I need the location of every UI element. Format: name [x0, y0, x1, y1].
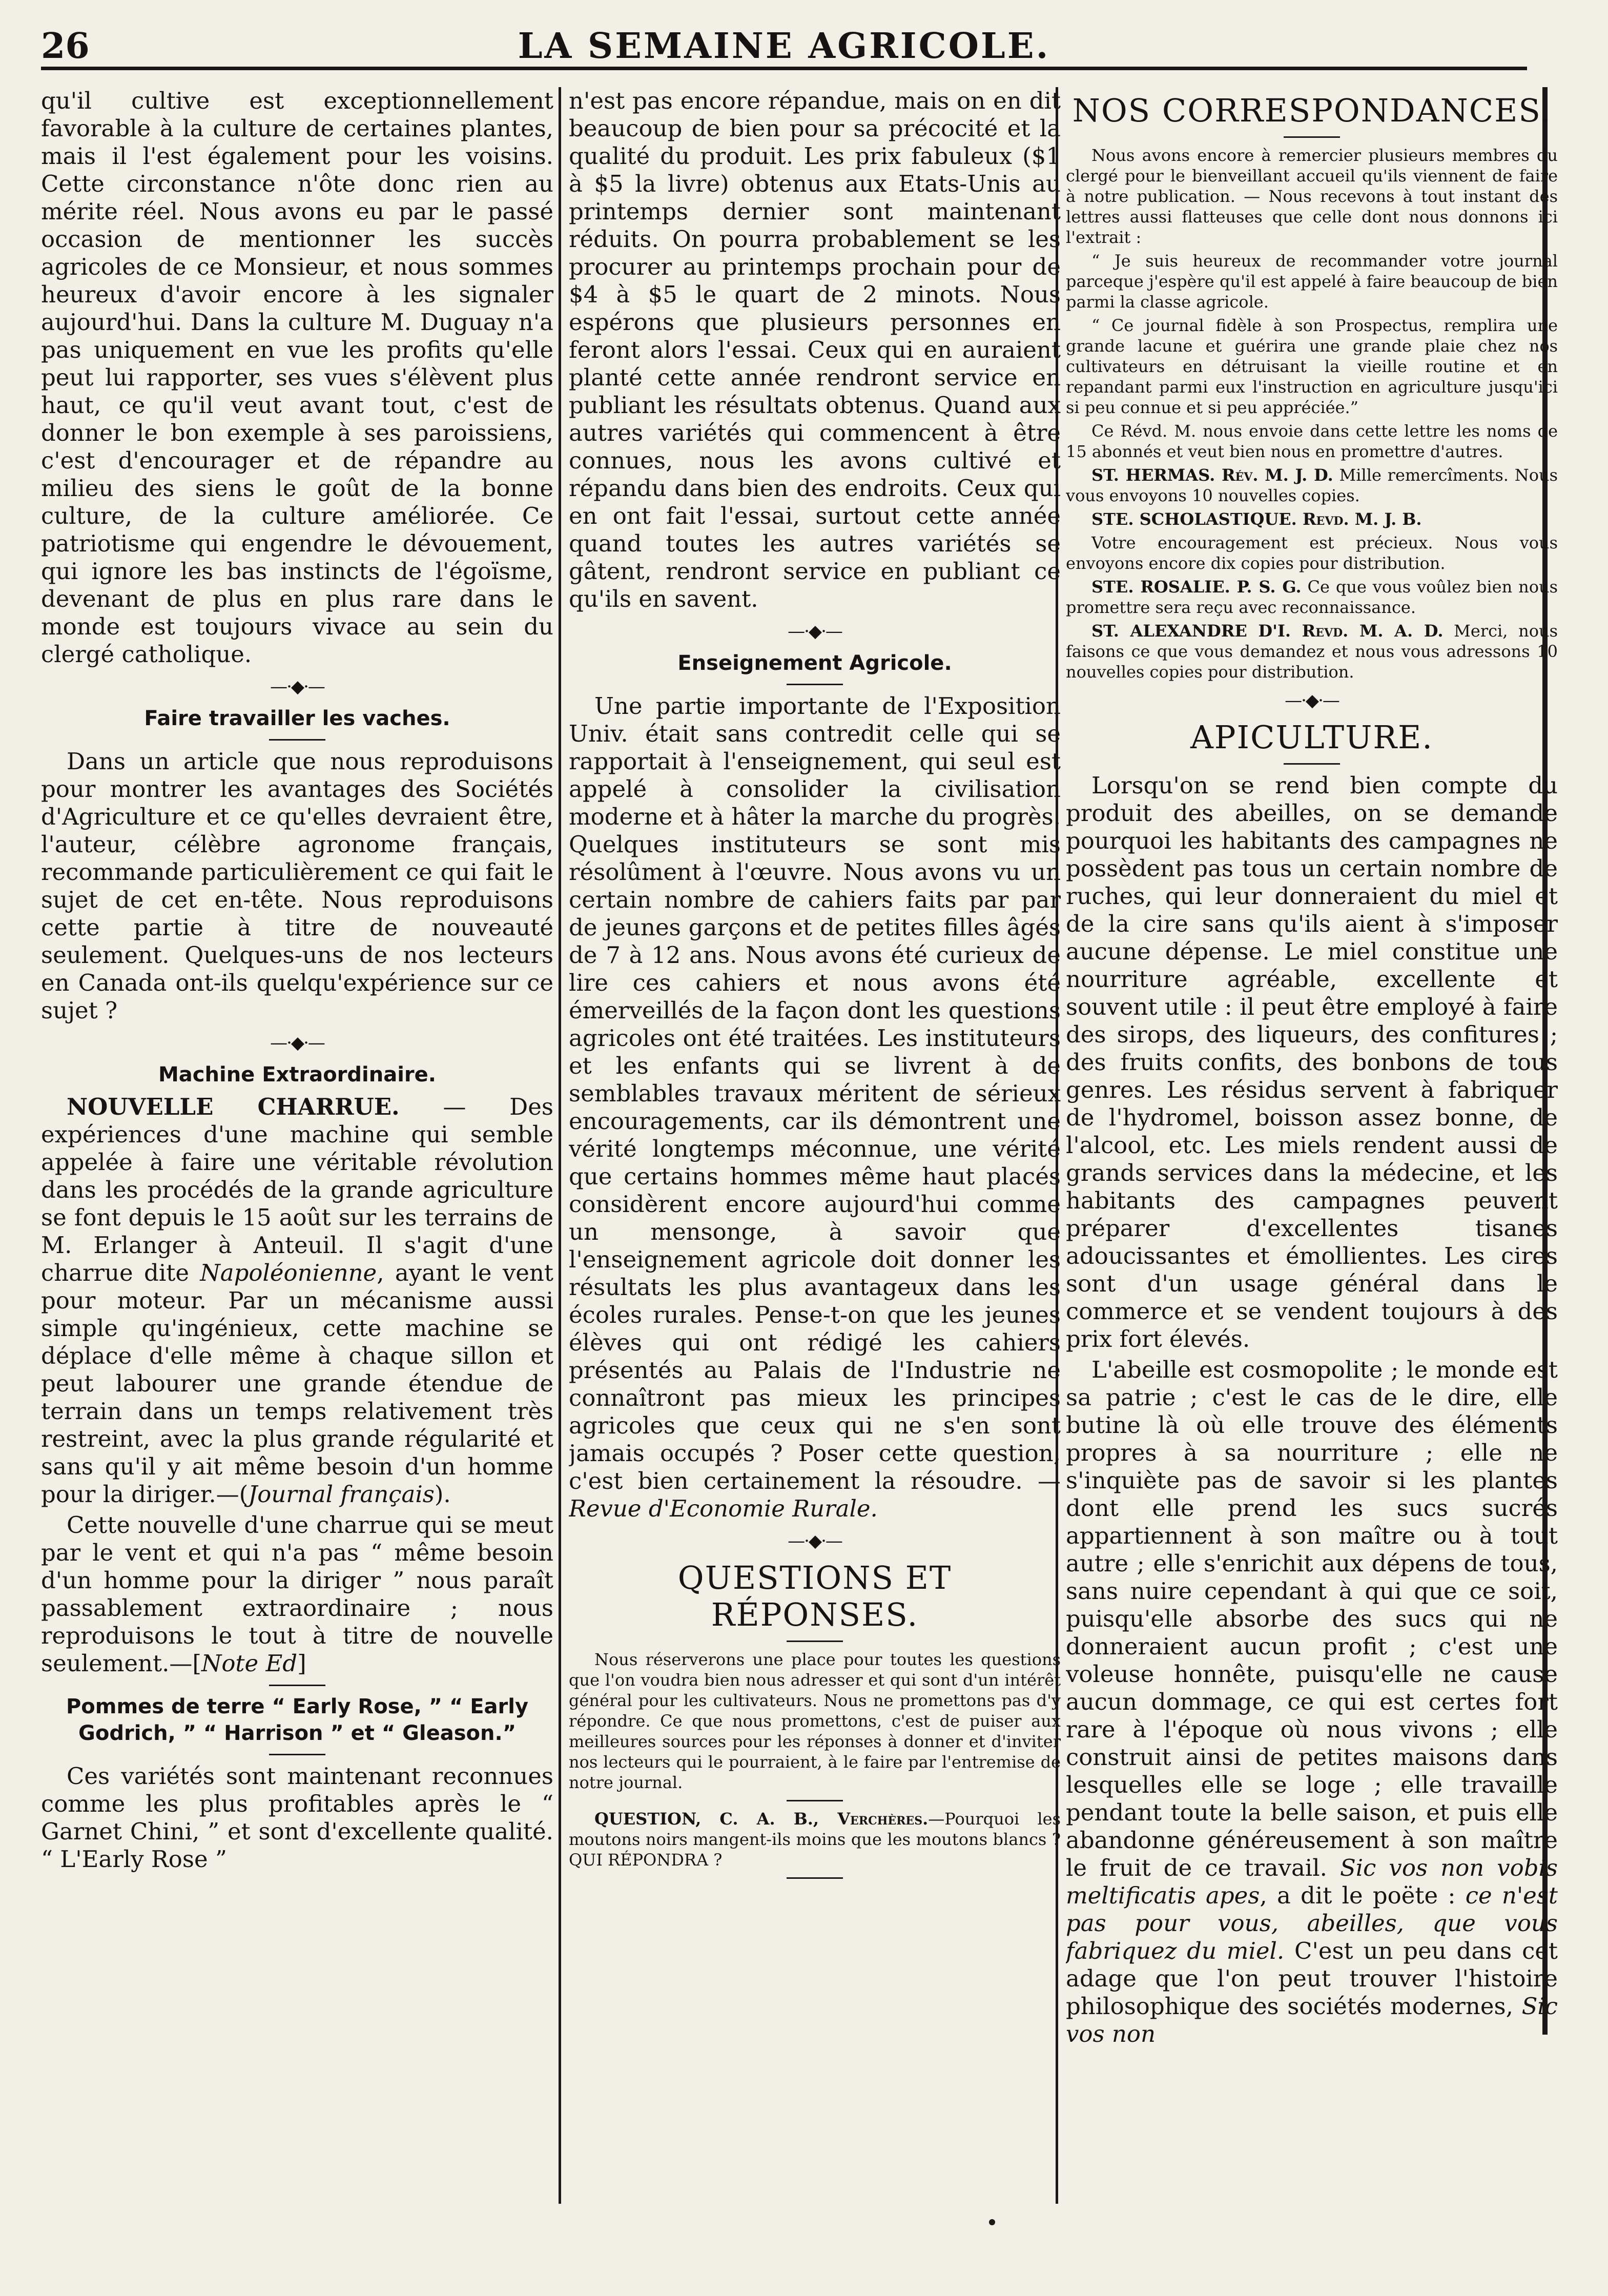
article-duguay-end: qu'il cultive est exceptionnellement favorable à la culture de certaines plantes, mais il l'est également pour les voisins. Cette circonstance n'ôte donc rien au mérite réel. Nous avons eu par le passé occasion de mentionner les succès agricoles de ce Monsieur, et nous sommes heureux d'avoir encore à les signaler aujourd'hui. Dans la culture M. Duguay n'a pas uniquement en vue les profits qu'elle peut lui rapporter, ses vues s'élèvent plus haut, ce qu'il veut avant tout, c'est de donner le bon exemple à ses paroissiens, c'est d'encourager et de répandre au milieu des siens le goût de la bonne culture, de la culture améliorée. Ce patriotisme qui engendre le dévouement, qui ignore les bas instincts de l'égoïsme, devenant de plus en plus rare dans le monde est toujours vivace au sein du clergé catholique. — [41, 87, 553, 668]
charrue-italic: Note Ed — [201, 1650, 298, 1677]
separator: —·◆·— — [788, 1531, 842, 1551]
reply-lead: ST. ALEXANDRE D'I. Revd. M. A. D. — [1091, 621, 1444, 641]
machine-text-b: , ayant le vent pour moteur. Par un mécanisme aussi simple qu'ingénieux, cette machine se déplace d'elle même à chaque sillon et peut labourer une grande étendue de terrain dans un temps relativement très restreint, avec la plus grande régularité et sans qu'il y ait même besoin d'un homme pour la diriger.—( — [41, 1259, 553, 1508]
reply-text: Mille remercîments. Nous vous envoyons 10 nouvelles copies. — [1066, 465, 1558, 505]
reply-text: Ce que vous voûlez bien nous promettre sera reçu avec reconnaissance. — [1066, 577, 1558, 617]
machine-italic-1: Napoléonienne — [200, 1259, 377, 1286]
machine-text-c: ). — [434, 1481, 451, 1508]
short-rule — [1284, 136, 1340, 138]
heading-pommes: Pommes de terre “ Early Rose, ” “ Early Godrich, ” “ Harrison ” et “ Gleason.” — [66, 1695, 529, 1745]
heading-questions: QUESTIONS ET RÉPONSES. — [677, 1559, 952, 1633]
column-rule-1 — [559, 87, 561, 2204]
reply-st-alexandre — [1066, 621, 1558, 682]
short-rule — [787, 684, 843, 685]
reply-ste-scholastique-text: Votre encouragement est précieux. Nous vous envoyons encore dix copies pour distribution. — [1066, 533, 1558, 573]
corr-quote-1: “ Je suis heureux de recommander votre journal parceque j'espère qu'il est appelé à faire beaucoup de bien parmi la classe agricole. — [1066, 251, 1558, 312]
api-italic-2: ce n'est pas pour vous, abeilles, que vous fabriquez du miel. — [1066, 1882, 1558, 1964]
enseignement-text: Une partie importante de l'Exposition Univ. était sans contredit celle qui se rapportait à l'enseignement, qui seul est appelé à consolider la civilisation moderne et à hâter la marche du progrès. Quelques instituteurs se sont mis résolûment à l'œuvre. Nous avons vu un certain nombre de cahiers faits par par de jeunes garçons et de petites filles âgés de 7 à 12 ans. Nous avons été curieux de lire ces cahiers et nous avons été émerveillés de la façon dont les questions agricoles ont été traitées. Les instituteurs et les enfants qui se livrent à de semblables travaux méritent de sérieux encouragements, car ils démontrent une vérité longtemps méconnue, une vérité que certains hommes même haut placés considèrent encore aujourd'hui comme un mensonge, à savoir que l'enseignement agricole doit donner les résultats les plus avantageux dans les écoles rurales. Pense-t-on que les jeunes élèves qui ont rédigé les cahiers présentés au Palais de l'Industrie ne connaîtront pas mieux les principes agricoles que ceux qui ne s'en sont jamais occupés ? Poser cette question, c'est bien certainement la résoudre. — — [569, 692, 1061, 1494]
short-rule — [269, 739, 325, 741]
machine-text-a: — Des expériences d'une machine qui semble appelée à faire une véritable révolution dans les procédés de la grande agriculture se font depuis le 15 août sur les terrains de M. Erlanger à Anteuil. Il s'agit d'une charrue dite — [41, 1093, 553, 1286]
heading-enseignement: Enseignement Agricole. — [677, 651, 952, 675]
reply-lead: STE. ROSALIE. P. S. G. — [1091, 577, 1302, 597]
column-3 — [1066, 87, 1558, 2204]
reply-text: Merci, nous faisons ce que vous demandez et nous vous adressons 10 nouvelles copies pour distribution. — [1066, 621, 1558, 682]
corr-quote-2: “ Ce journal fidèle à son Prospectus, remplira une grande lacune et guérira une grande plaie chez nos cultivateurs en détruisant la vieille routine et en repandant parmi eux l'instruction en agriculture jusqu'ici si peu connue et si peu appréciée.” — [1066, 316, 1558, 417]
charrue-text: Cette nouvelle d'une charrue qui se meut par le vent et qui n'a pas “ même besoin d'un homme pour la diriger ” nous paraît passablement extraordinaire ; nous reproduisons le tout à titre de nouvelle seulement.—[ — [41, 1511, 553, 1677]
column-1 — [41, 87, 553, 2204]
short-rule — [269, 1754, 325, 1755]
heading-vaches: Faire travailler les vaches. — [144, 707, 450, 730]
heading-correspondances: NOS CORRESPONDANCES. — [1072, 92, 1552, 129]
article-apiculture-1: Lorsqu'on se rend bien compte du produit des abeilles, on se demande pourquoi les habitants des campagnes ne possèdent pas tous un certain nombre de ruches, qui leur donneraient du miel et de la cire sans qu'ils aient à s'imposer aucune dépense. Le miel constitue une nourriture agréable, excellente et souvent utile : il peut être employé à faire des sirops, des liqueurs, des confitures ; des fruits confits, des bonbons de tous genres. Les résidus servent à fabriquer de l'hydromel, boisson assez bonne, de l'alcool, etc. Les miels rendent aussi de grands services dans la médecine, et les habitants des campagnes peuvent préparer d'excellentes tisanes adoucissantes et émollientes. Les cires sont d'un usage général dans le commerce et se vendent toujours à des prix fort élevés. — [1066, 772, 1558, 1352]
api-text-b: , a dit le poëte : — [1260, 1882, 1466, 1909]
api-text-c: C'est un peu dans cet adage que l'on peut trouver l'histoire philosophique des sociétés modernes, — [1066, 1937, 1558, 2020]
separator: —·◆·— — [270, 676, 324, 697]
separator: —·◆·— — [270, 1033, 324, 1053]
heading-machine: Machine Extraordinaire. — [158, 1063, 436, 1086]
corr-intro: Nous avons encore à remercier plusieurs membres du clergé pour le bienveillant accueil qu'ils viennent de faire à notre publication. — Nous recevons à tout instant des lettres aussi flatteuses que celle dont nous donnons ici l'extrait : — [1066, 146, 1558, 247]
question-lead: QUESTION, C. A. B., Verchères. — [594, 1809, 929, 1829]
page-number: 26 — [41, 26, 90, 67]
separator: —·◆·— — [788, 621, 842, 642]
masthead — [41, 20, 1527, 70]
separator: —·◆·— — [1285, 690, 1339, 711]
question-entry — [569, 1809, 1061, 1870]
charrue-end: ] — [297, 1650, 306, 1677]
api-italic-3: Sic vos non — [1066, 1993, 1558, 2047]
api-text-a: L'abeille est cosmopolite ; le monde est sa patrie ; c'est le cas de le dire, elle butine là où elle trouve des éléments propres à sa nourriture ; elle ne s'inquiète pas de savoir si les plantes dont elle prend les sucs sucrés appartiennent à son maître ou à tout autre ; elle s'enrichit aux dépens de tous, sans nuire cependant à qui que ce soit, puisqu'elle absorbe des sucs qui ne donneraient aucun profit ; c'est une voleuse honnête, puisqu'elle ne cause aucun dommage, ce qui est certes fort rare à l'époque où nous vivons ; elle construit ainsi de petites maisons dans lesquelles elle se loge ; elle travaille pendant toute la belle saison, et puis elle abandonne généreusement à son maître le fruit de ce travail. — [1066, 1356, 1558, 1881]
heading-apiculture: APICULTURE. — [1190, 719, 1434, 756]
short-rule — [787, 1877, 843, 1879]
reply-ste-scholastique — [1066, 509, 1558, 529]
journal-title: LA SEMAINE AGRICOLE. — [518, 26, 1050, 67]
article-pommes: Ces variétés sont maintenant reconnues comme les plus profitables après le “ Garnet Chini, ” et sont d'excellente qualité. “ L'Early Rose ” — [41, 1762, 553, 1873]
machine-lead: NOUVELLE CHARRUE. — [67, 1093, 400, 1120]
corr-note: Ce Révd. M. nous envoie dans cette lettre les noms de 15 abonnés et veut bien nous en promettre d'autres. — [1066, 421, 1558, 461]
article-enseignement — [569, 692, 1061, 1523]
page-dot — [989, 2219, 995, 2225]
short-rule — [787, 1641, 843, 1642]
short-rule — [787, 1800, 843, 1801]
machine-italic-2: Journal français — [248, 1481, 435, 1508]
reply-st-hermas — [1066, 465, 1558, 506]
reply-ste-rosalie — [1066, 577, 1558, 618]
enseignement-source: Revue d'Economie Rurale. — [569, 1495, 878, 1522]
short-rule — [1284, 763, 1340, 765]
short-rule — [269, 1685, 325, 1686]
article-charrue — [41, 1511, 553, 1677]
api-italic-1: Sic vos non vobis meltificatis apes — [1066, 1854, 1558, 1909]
article-pommes-cont: n'est pas encore répandue, mais on en dit beaucoup de bien pour sa précocité et la qualité du produit. Les prix fabuleux ($1 à $5 la livre) obtenus aux Etats-Unis au printemps dernier sont maintenant réduits. On pourra probablement se les procurer au printemps prochain pour de $4 à $5 le quart de 2 minots. Nous espérons que plusieurs personnes en feront alors l'essai. Ceux qui en auraient planté cette année rendront service en publiant les résultats obtenus. Quand aux autres variétés qui commencent à être connues, nous les avons cultivé et répandu dans bien des endroits. Ceux qui en ont fait l'essai, surtout cette année quand toutes les autres variétés se gâtent, rendront service en publiant ce qu'ils en savent. — [569, 87, 1061, 612]
article-vaches: Dans un article que nous reproduisons pour montrer les avantages des Sociétés d'Agriculture et ce qu'elles devraient être, l'auteur, célèbre agronome français, recommande particulièrement ce qui fait le sujet de cet en-tête. Nous reproduisons cette partie à titre de nouveauté seulement. Quelques-uns de nos lecteurs en Canada ont-ils quelqu'expérience sur ce sujet ? — [41, 748, 553, 1024]
reply-lead: STE. SCHOLASTIQUE. Revd. M. J. B. — [1091, 509, 1422, 529]
article-questions: Nous réserverons une place pour toutes les questions que l'on voudra bien nous adresser et qui sont d'un intérêt général pour les cultivateurs. Nous ne promettons pas d'y répondre. Ce que nous promettons, c'est de puiser aux meilleures sources pour les réponses à donner et d'inviter nos lecteurs qui le pourraient, à le faire par l'entremise de notre journal. — [569, 1650, 1061, 1792]
article-machine — [41, 1093, 553, 1508]
column-2 — [569, 87, 1061, 2204]
question-text: —Pourquoi les moutons noirs mangent-ils moins que les moutons blancs ? QUI RÉPONDRA ? — [569, 1809, 1061, 1870]
article-apiculture-2 — [1066, 1356, 1558, 2048]
reply-lead: ST. HERMAS. Rév. M. J. D. — [1091, 465, 1333, 485]
